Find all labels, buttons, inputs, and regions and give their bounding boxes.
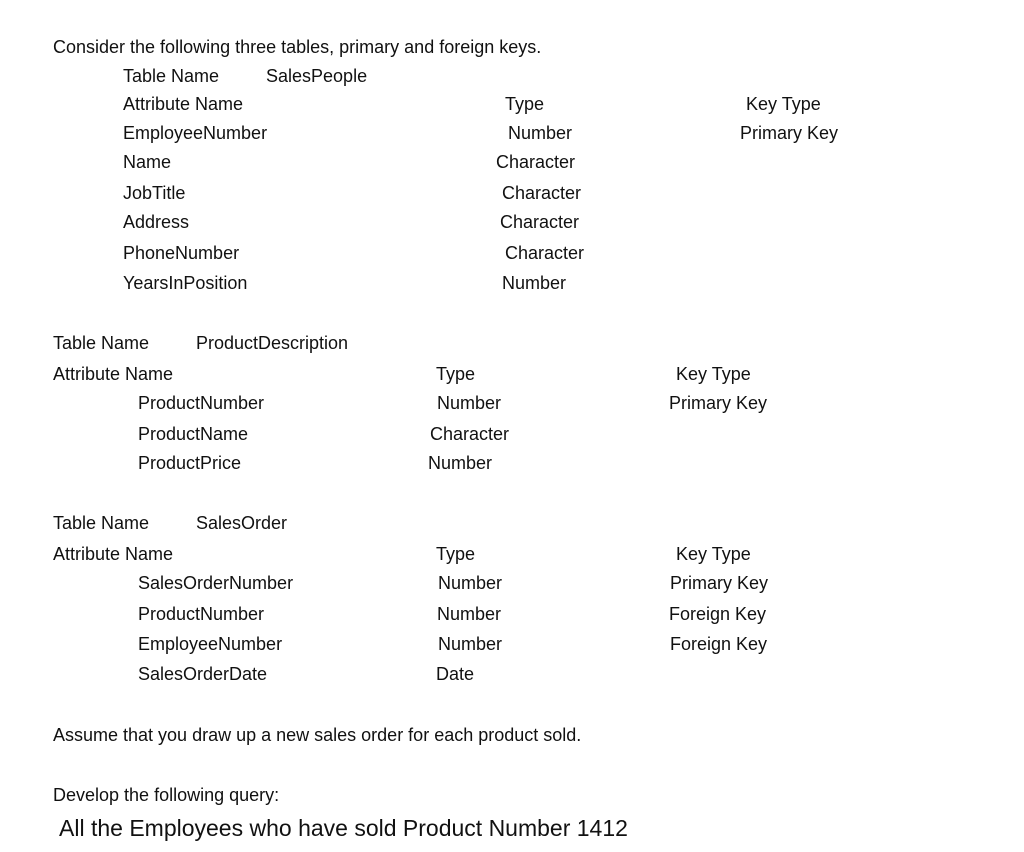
header-type: Type — [436, 544, 476, 564]
query-text: All the Employees who have sold Product Number 1412 — [59, 815, 628, 841]
cell-type: Character — [430, 424, 510, 444]
cell-attribute: ProductPrice — [138, 453, 242, 473]
cell-attribute: YearsInPosition — [123, 273, 248, 293]
intro-text: Consider the following three tables, primary and foreign keys. — [53, 37, 542, 57]
header-key-type: Key Type — [746, 94, 821, 114]
cell-key-type: Primary Key — [740, 123, 839, 143]
cell-attribute: EmployeeNumber — [138, 634, 283, 654]
header-type: Type — [436, 364, 476, 384]
table-name: SalesOrder — [196, 513, 288, 533]
assumption-text: Assume that you draw up a new sales order for each product sold. — [53, 725, 582, 745]
cell-attribute: SalesOrderDate — [138, 664, 268, 684]
table-name: SalesPeople — [266, 66, 368, 86]
table-name-label: Table Name — [53, 333, 150, 353]
cell-key-type: Primary Key — [669, 393, 768, 413]
table-name: ProductDescription — [196, 333, 349, 353]
cell-type: Character — [502, 183, 582, 203]
cell-type: Number — [508, 123, 573, 143]
header-attribute: Attribute Name — [53, 364, 174, 384]
cell-type: Number — [437, 393, 502, 413]
header-attribute: Attribute Name — [53, 544, 174, 564]
cell-key-type: Primary Key — [670, 573, 769, 593]
cell-type: Number — [438, 573, 503, 593]
table-name-label: Table Name — [53, 513, 150, 533]
cell-attribute: JobTitle — [123, 183, 186, 203]
header-key-type: Key Type — [676, 544, 751, 564]
cell-attribute: EmployeeNumber — [123, 123, 268, 143]
cell-key-type: Foreign Key — [670, 634, 768, 654]
header-type: Type — [505, 94, 545, 114]
cell-attribute: ProductNumber — [138, 604, 265, 624]
cell-attribute: Address — [123, 212, 190, 232]
header-key-type: Key Type — [676, 364, 751, 384]
cell-type: Number — [437, 604, 502, 624]
table-name-label: Table Name — [123, 66, 220, 86]
cell-attribute: PhoneNumber — [123, 243, 240, 263]
cell-type: Character — [500, 212, 580, 232]
cell-type: Date — [436, 664, 475, 684]
cell-type: Number — [428, 453, 493, 473]
cell-type: Number — [438, 634, 503, 654]
cell-type: Number — [502, 273, 567, 293]
query-prompt: Develop the following query: — [53, 785, 280, 805]
header-attribute: Attribute Name — [123, 94, 244, 114]
cell-type: Character — [496, 152, 576, 172]
cell-type: Character — [505, 243, 585, 263]
cell-attribute: Name — [123, 152, 172, 172]
cell-key-type: Foreign Key — [669, 604, 767, 624]
cell-attribute: SalesOrderNumber — [138, 573, 294, 593]
cell-attribute: ProductNumber — [138, 393, 265, 413]
cell-attribute: ProductName — [138, 424, 249, 444]
